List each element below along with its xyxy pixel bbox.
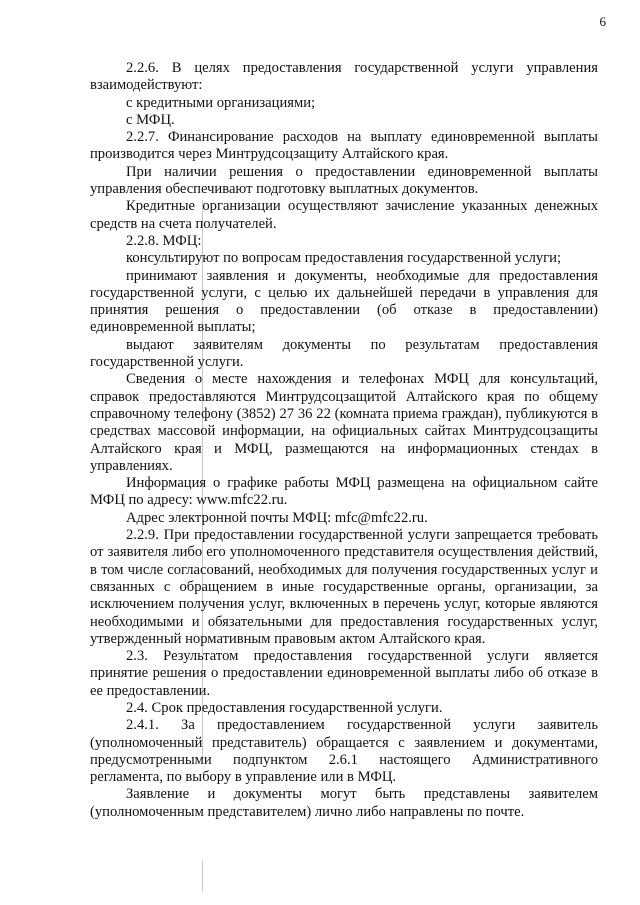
paragraph-2-2-8: 2.2.8. МФЦ: [126, 232, 202, 249]
paragraph-2-2-9: 2.2.9. При предоставлении государственной услуги запрещается требовать от заявителя либо его уполномоченного представителя осуществления действий, в том числе согласований, необходимых для получения государственных услуг и связанных с обращением в иные государственные органы, организации, за исключением получения услуг, включенных в перечень услуг, которые являются необходимыми и обязательными для предоставления государственных услуг, утвержденный нормативным правовым актом Алтайского края. [90, 527, 598, 647]
paragraph-payment-documents: При наличии решения о предоставлении единовременной выплаты управления обеспечивают подготовку выплатных документов. [90, 163, 598, 198]
paragraph-2-3: 2.3. Результатом предоставления государственной услуги является принятие решения о предоставлении единовременной выплаты либо об отказе в ее предоставлении. [90, 648, 598, 699]
paragraph-mfc-email: Адрес электронной почты МФЦ: mfc@mfc22.ru. [126, 509, 428, 526]
list-item-accept: принимают заявления и документы, необходимые для предоставления государственной услуги, с целью их дальнейшей передачи в управления для принятия решения о предоставлении (об отказе в предоставлении) единовременной выплаты; [90, 267, 598, 336]
paragraph-2-2-6: 2.2.6. В целях предоставления государственной услуги управления взаимодействуют: [90, 60, 598, 94]
paragraph-submission: Заявление и документы могут быть представлены заявителем (уполномоченным представителем) лично либо направлены по почте. [90, 786, 598, 820]
paragraph-mfc-schedule: Информация о графике работы МФЦ размещена на официальном сайте МФЦ по адресу: www.mfc22.ru. [90, 475, 598, 509]
list-item-credit-organizations: с кредитными организациями; [126, 94, 316, 111]
paragraph-mfc-contacts: Сведения о месте нахождения и телефонах МФЦ для консультаций, справок предоставляются Минтрудсоцзащитой Алтайского края по общему справочному телефону (3852) 27 36 22 (комната приема граждан), публикуются в средствах массовой информации, на официальных сайтах Минтрудсоцзащиты Алтайского края и МФЦ, размещаются на информационных стендах в управлениях. [90, 371, 598, 474]
list-item-mfc: с МФЦ. [126, 111, 175, 128]
paragraph-2-2-7: 2.2.7. Финансирование расходов на выплату единовременной выплаты производится через Минтрудсоцзащиту Алтайского края. [90, 129, 598, 163]
list-item-issue: выдают заявителям документы по результатам предоставления государственной услуги. [90, 336, 598, 371]
paragraph-2-4-1: 2.4.1. За предоставлением государственной услуги заявитель (уполномоченный представитель) обращается с заявлением и документами, предусмотренными подпунктом 2.6.1 настоящего Административного регламента, по выбору в управление или в МФЦ. [90, 717, 598, 786]
paragraph-credit-transfer: Кредитные организации осуществляют зачисление указанных денежных средств на счета получателей. [90, 198, 598, 232]
document-body [90, 60, 598, 821]
list-item-consult: консультируют по вопросам предоставления государственной услуги; [126, 250, 562, 267]
page-number: 6 [599, 14, 606, 29]
paragraph-2-4: 2.4. Срок предоставления государственной услуги. [126, 699, 443, 716]
scan-artifact-line [202, 860, 203, 892]
